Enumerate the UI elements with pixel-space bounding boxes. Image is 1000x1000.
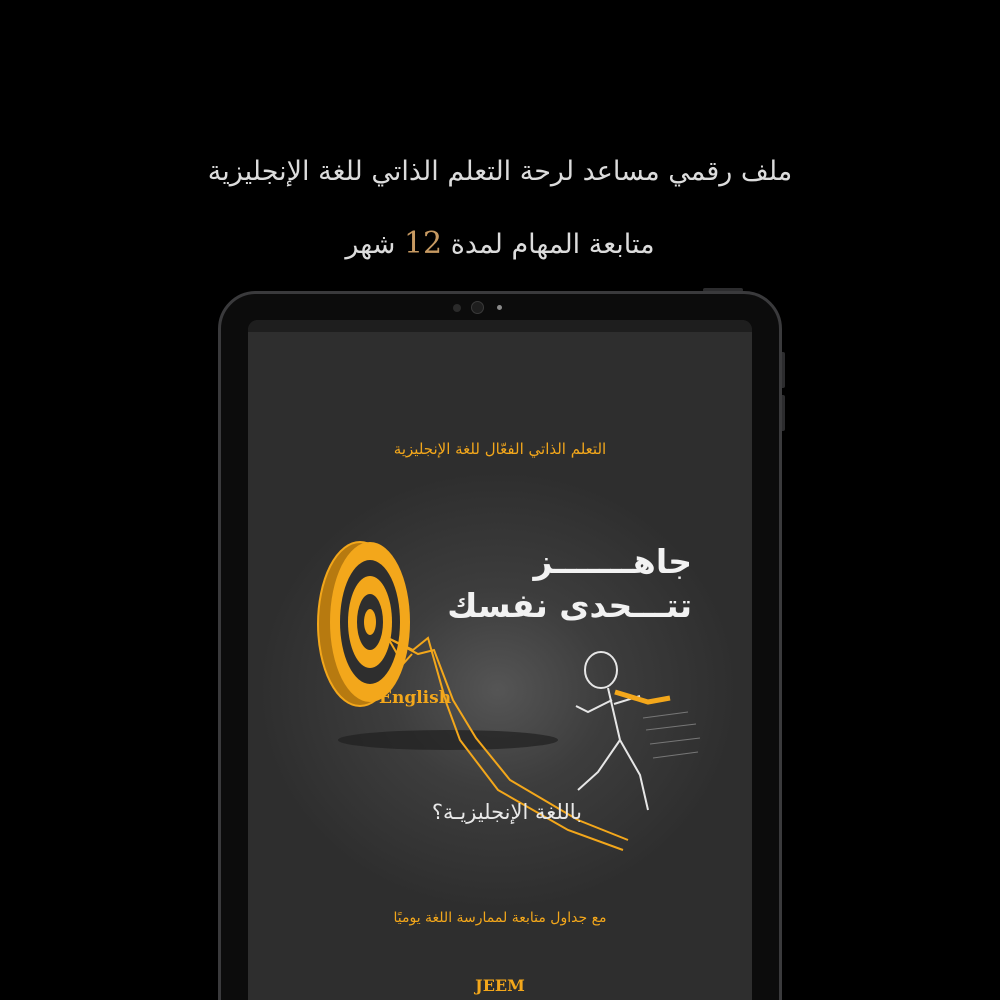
cover-question: باللغة الإنجليزيـة؟ bbox=[431, 800, 582, 824]
light-sensor-icon bbox=[497, 305, 502, 310]
target-label: English bbox=[379, 688, 452, 708]
cover-note: مع جداول متابعة لممارسة اللغة يوميًا bbox=[393, 910, 607, 926]
camera-bar bbox=[448, 301, 508, 315]
running-figure-icon bbox=[576, 652, 700, 810]
sensor-icon bbox=[453, 304, 461, 312]
months-count: 12 bbox=[403, 226, 443, 261]
book-cover bbox=[248, 320, 752, 1000]
cover-title-line2: تتـــحدى نفسك bbox=[447, 586, 692, 625]
cover-illustration bbox=[248, 320, 752, 1000]
headline-subtitle-unit: شهر bbox=[345, 229, 396, 260]
headline-subtitle bbox=[0, 226, 1000, 261]
target-icon bbox=[318, 542, 410, 706]
headline-title: ملف رقمي مساعد لرحة التعلم الذاتي للغة الإنجليزية bbox=[207, 156, 793, 187]
cover-brand: JEEM bbox=[475, 976, 525, 995]
camera-icon bbox=[471, 301, 484, 314]
headline-subtitle-text: متابعة المهام لمدة bbox=[450, 229, 655, 260]
cover-title-line1: جاهـــــــز bbox=[533, 542, 692, 581]
cover-subtitle: التعلم الذاتي الفعّال للغة الإنجليزية bbox=[393, 440, 607, 458]
